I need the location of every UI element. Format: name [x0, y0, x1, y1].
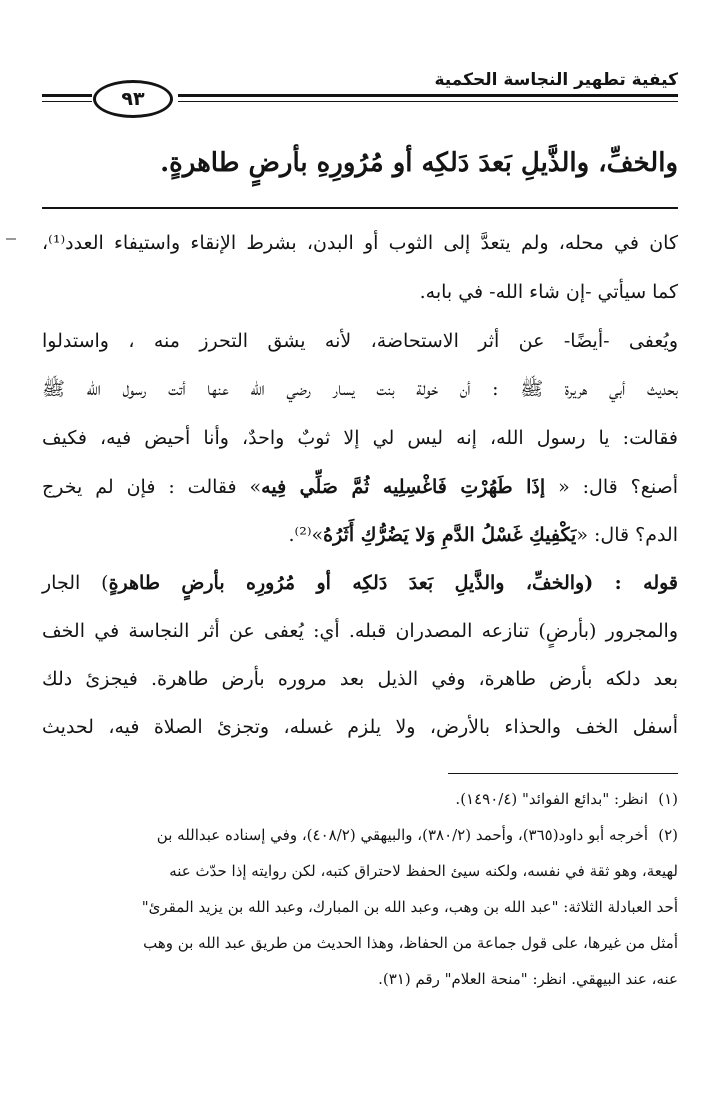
page-number-text: ٩٣ — [121, 88, 145, 110]
hadith-quote: يَكْفِيكِ غَسْلُ الدَّمِ وَلا يَضُرُّكِ أَثَرُهُ — [323, 524, 577, 546]
heading-underline — [42, 207, 678, 209]
header-rule-left — [42, 94, 92, 97]
footnote-number: (٢) — [658, 826, 678, 844]
footnote-2 — [42, 826, 678, 844]
footnote-line: لهيعة، وهو ثقة في نفسه، ولكنه سيئ الحفظ لاحتراق كتبه، لكن روايته إذا حدّث عنه — [169, 862, 678, 880]
header-rule-right — [178, 94, 678, 97]
header-rule-right-thin — [178, 101, 678, 102]
body-text: أصنع؟ قال: « — [545, 476, 678, 498]
body-line: ويُعفى -أيضًا- عن أثر الاستحاضة، لأنه يشق التحرز منه ، واستدلوا — [42, 330, 678, 352]
footnote-line: أحد العبادلة الثلاثة: "عبد الله بن وهب، وعبد الله بن المبارك، وعبد الله بن يزيد المقرئ" — [141, 898, 678, 916]
footnote-line: أمثل من غيرها، على قول جماعة من الحفاظ، وهذا الحديث من طريق عبد الله بن وهب — [143, 934, 678, 952]
body-text: »⁽²⁾. — [288, 524, 324, 546]
body-line: كان في محله، ولم يتعدَّ إلى الثوب أو البدن، بشرط الإنقاء واستيفاء العدد⁽¹⁾، — [42, 232, 678, 254]
section-heading: والخفِّ، والذَّيلِ بَعدَ دَلكِه أو مُرُورِهِ بأرضٍ طاهرةٍ. — [160, 148, 678, 178]
body-line — [42, 476, 678, 499]
footnote-text: انظر: "بدائع الفوائد" (١٤٩٠/٤). — [455, 790, 648, 808]
hadith-quote: إذَا طَهُرْتِ فَاغْسِلِيه ثُمَّ صَلِّي فِيه — [261, 476, 546, 498]
page-number — [93, 80, 173, 118]
margin-mark — [6, 238, 16, 240]
footnote-1 — [42, 790, 678, 808]
footnote-line: عنه، عند البيهقي. انظر: "منحة العلام" رقم (٣١). — [378, 970, 678, 988]
body-line: بحديث أبي هريرة ﷺ : أن خولة بنت يسار رضي الله عنها أتت رسول الله ﷺ — [42, 378, 678, 400]
body-text: » فقالت : فإن لم يخرج — [42, 476, 262, 498]
body-text: ) الجار — [42, 572, 109, 594]
body-line: بعد دلكه بأرض طاهرة، وفي الذيل بعد مروره بأرض طاهرة. فيجزئ دلك — [42, 668, 678, 690]
body-text: قوله : ( — [584, 572, 679, 594]
body-line — [42, 524, 678, 547]
body-line: والمجرور (بأرضٍ) تنازعه المصدران قبله. أي: يُعفى عن أثر النجاسة في الخف — [42, 620, 678, 642]
header-rule-left-thin — [42, 101, 92, 102]
body-line: فقالت: يا رسول الله، إنه ليس لي إلا ثوبٌ واحدٌ، وأنا أحيض فيه، فكيف — [42, 427, 678, 449]
footnote-separator — [448, 773, 678, 774]
matn-quote: والخفِّ، والذَّيلِ بَعدَ دَلكِه أو مُرُورِه بأرضٍ طاهرةٍ — [108, 572, 585, 594]
body-line — [42, 572, 678, 595]
body-line: أسفل الخف والحذاء بالأرض، ولا يلزم غسله، وتجزئ الصلاة فيه، لحديث — [42, 716, 678, 738]
footnote-text: أخرجه أبو داود(٣٦٥)، وأحمد (٣٨٠/٢)، والبيهقي (٤٠٨/٢)، وفي إسناده عبدالله بن — [156, 826, 648, 844]
footnote-number: (١) — [658, 790, 678, 808]
body-text: الدم؟ قال: « — [576, 524, 678, 546]
running-title: كيفية تطهير النجاسة الحكمية — [434, 70, 678, 90]
body-line: كما سيأتي -إن شاء الله- في بابه. — [419, 281, 678, 303]
